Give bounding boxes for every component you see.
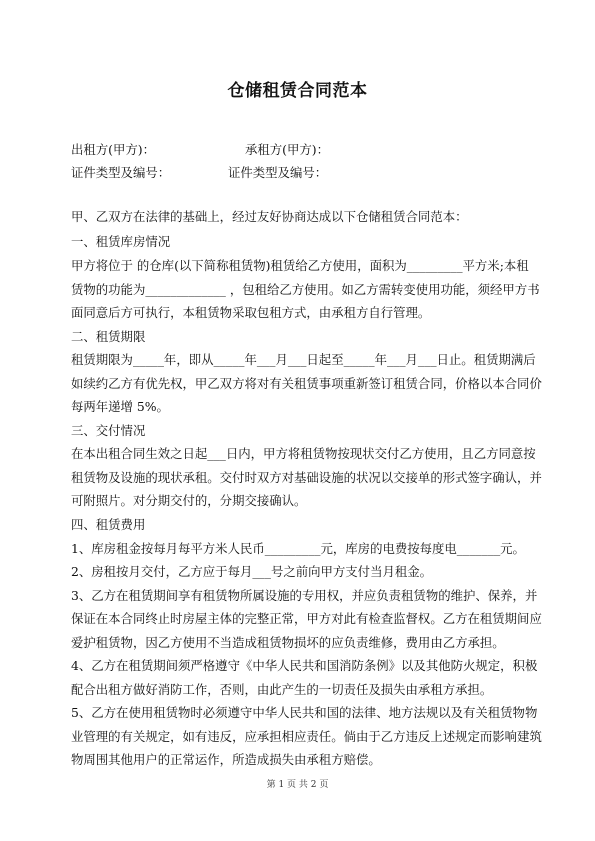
list-item-line: 爱护租赁物，因乙方使用不当造成租赁物损坏的应负责维修，费用由乙方承担。	[71, 635, 505, 650]
lessor-label: 出租方(甲方)：	[71, 142, 156, 157]
list-item: 1、库房租金按每月每平方米人民币_________元，库房的电费按每度电_______元。	[71, 541, 525, 556]
paragraph-line: 甲方将位于 的仓库(以下简称租赁物)租赁给乙方使用，面积为_________平方米;本租	[71, 258, 529, 273]
list-item-line: 3、乙方在租赁期间享有租赁物所属设施的专用权，并应负责租赁物的维护、保养，并	[71, 588, 538, 603]
paragraph-line: 在本出租合同生效之日起___日内，甲方将租赁物按现状交付乙方使用，且乙方同意按	[71, 446, 536, 461]
section-heading-3: 三、交付情况	[71, 423, 146, 438]
paragraph-line: 赁物的功能为_____________ ，包租给乙方使用。如乙方需转变使用功能，须经甲方书	[71, 282, 540, 297]
intro-paragraph: 甲、乙双方在法律的基础上，经过友好协商达成以下仓储租赁合同范本：	[71, 209, 468, 224]
list-item-line: 4、乙方在租赁期间须严格遵守《中华人民共和国消防条例》以及其他防火规定，积极	[71, 658, 538, 673]
paragraph-line: 租赁期限为_____年，即从_____年___月___日起至_____年___月___日止。租赁期满后	[71, 352, 536, 367]
list-item-line: 5、乙方在使用租赁物时必须遵守中华人民共和国的法律、地方法规以及有关租赁物物	[71, 705, 538, 720]
section-heading-2: 二、租赁期限	[71, 329, 146, 344]
paragraph-line: 如续约乙方有优先权，甲乙双方将对有关租赁事项重新签订租赁合同，价格以本合同价	[71, 376, 542, 391]
paragraph-line: 可附照片。对分期交付的，分期交接确认。	[71, 493, 307, 508]
paragraph-line: 面同意后方可执行，本租赁物采取包租方式，由承租方自行管理。	[71, 305, 431, 320]
list-item-line: 保证在本合同终止时房屋主体的完整正常，甲方对此有检查监督权。乙方在租赁期间应	[71, 611, 542, 626]
list-item-line: 业管理的有关规定，如有违反，应承担相应责任。倘由于乙方违反上述规定而影响建筑	[71, 729, 542, 744]
paragraph-line: 租赁物及设施的现状承租。交付时双方对基础设施的状况以交接单的形式签字确认，并	[71, 470, 542, 485]
lessee-id-label: 证件类型及编号：	[228, 165, 328, 180]
paragraph-line: 每两年递增 5%。	[71, 399, 169, 414]
page-footer: 第 1 页 共 2 页	[266, 780, 329, 790]
list-item: 2、房租按月交付，乙方应于每月___号之前向甲方支付当月租金。	[71, 564, 433, 579]
lessee-label: 承租方(甲方)：	[245, 142, 330, 157]
document-title: 仓储租赁合同范本	[227, 81, 368, 101]
section-heading-1: 一、租赁库房情况	[71, 234, 171, 249]
lessor-id-label: 证件类型及编号：	[71, 165, 171, 180]
list-item-line: 物周围其他用户的正常运作，所造成损失由承租方赔偿。	[71, 752, 381, 767]
section-heading-4: 四、租赁费用	[71, 517, 146, 532]
list-item-line: 配合出租方做好消防工作，否则，由此产生的一切责任及损失由承租方承担。	[71, 682, 493, 697]
